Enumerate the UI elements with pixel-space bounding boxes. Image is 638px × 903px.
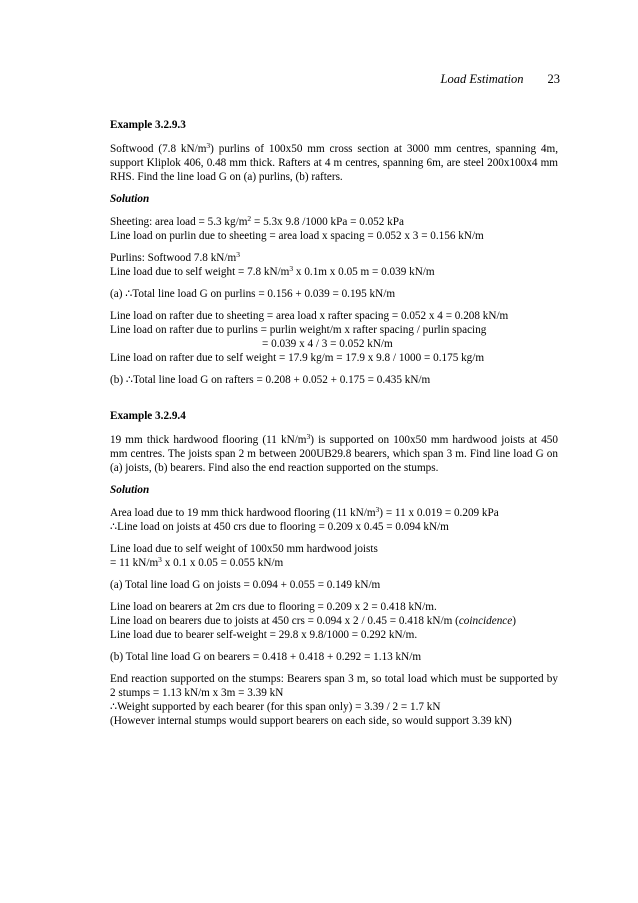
page-number: 23 [547,72,560,86]
calc-block [110,215,558,243]
header-title: Load Estimation [440,72,524,86]
calc-line: ∴Line load on joists at 450 crs due to flooring = 0.209 x 0.45 = 0.094 kN/m [110,521,449,533]
calc-line: Line load on purlin due to sheeting = area load x spacing = 0.052 x 3 = 0.156 kN/m [110,230,484,242]
calc-line: ∴Weight supported by each bearer (for this span only) = 3.39 / 2 = 1.7 kN [110,701,441,713]
running-header [441,72,561,87]
calc-result: (a) ∴Total line load G on purlins = 0.156 + 0.039 = 0.195 kN/m [110,288,396,300]
calc-block [110,672,558,728]
page-body [110,118,558,736]
calc-line: Sheeting: area load = 5.3 $kg/m^2 = 5.3x$ 9.8 /1000 kPa = 0.052 kPa [110,214,404,228]
calc-block [110,506,558,534]
calc-block [110,542,558,570]
calc-line: Purlins: Softwood 7.8 $kN/m^3$ [110,250,240,264]
calc-line: (However internal stumps would support bearers on each side, so would support 3.39 kN) [110,715,512,727]
calc-line: Line load due to bearer self-weight = 29.8 x 9.8/1000 = 0.292 kN/m. [110,629,418,641]
calc-line: Line load due to self weight = 7.8 $kN/m^3$ x 0.1m x 0.05 m = 0.039 kN/m [110,264,435,278]
example-statement: 19 mm thick hardwood flooring (11 $kN/m^3$) is supported on 100x50 mm hardwood joists at 450 mm centres. The joists span 2 m between 200UB29.8 bearers, which span 3 m. Find line load G on (a) joists, (b) bearers. Find also the end reaction supported on the stumps. [110,432,558,474]
calc-result: (b) Total line load G on bearers = 0.418 + 0.418 + 0.292 = 1.13 kN/m [110,651,422,663]
calc-line: Line load on bearers due to joists at 450 crs = 0.094 x 2 / 0.45 = 0.418 kN/m (coincidence) [110,615,516,627]
calc-line: End reaction supported on the stumps: Bearers span 3 m, so total load which must be supported by 2 stumps = 1.13 kN/m x 3m = 3.39 kN [110,673,558,699]
solution-heading: Solution [110,193,150,205]
calc-line: Area load due to 19 mm thick hardwood flooring (11 $kN/m^3) = 11$ x 0.019 = 0.209 kPa [110,505,499,519]
calc-line: Line load on bearers at 2m crs due to flooring = 0.209 x 2 = 0.418 kN/m. [110,601,437,613]
example-heading: Example 3.2.9.4 [110,410,186,422]
calc-block [110,251,558,279]
calc-line: Line load on rafter due to purlins = purlin weight/m x rafter spacing / purlin spacing [110,324,487,336]
example-heading: Example 3.2.9.3 [110,119,186,131]
calc-line: Line load due to self weight of 100x50 mm hardwood joists [110,543,378,555]
calc-line: Line load on rafter due to sheeting = area load x rafter spacing = 0.052 x 4 = 0.208 kN/m [110,310,509,322]
calc-line: Line load on rafter due to self weight = 17.9 kg/m = 17.9 x 9.8 / 1000 = 0.175 kg/m [110,352,485,364]
calc-line: = 0.039 x 4 / 3 = 0.052 kN/m [262,338,393,350]
calc-block [110,309,558,365]
calc-block [110,600,558,642]
calc-result: (a) Total line load G on joists = 0.094 + 0.055 = 0.149 kN/m [110,579,381,591]
solution-heading: Solution [110,484,150,496]
calc-line: = 11 $kN/m^3$ x 0.1 x 0.05 = 0.055 kN/m [110,555,284,569]
example-statement: Softwood (7.8 $kN/m^3$) purlins of 100x50 mm cross section at 3000 mm centres, spanning 4m, support Kliplok 406, 0.48 mm thick. Rafters at 4 m centres, spanning 6m, are steel 200x100x4 mm RHS. Find the line load G on (a) purlins, (b) rafters. [110,141,559,183]
calc-result: (b) ∴Total line load G on rafters = 0.208 + 0.052 + 0.175 = 0.435 kN/m [110,374,431,386]
